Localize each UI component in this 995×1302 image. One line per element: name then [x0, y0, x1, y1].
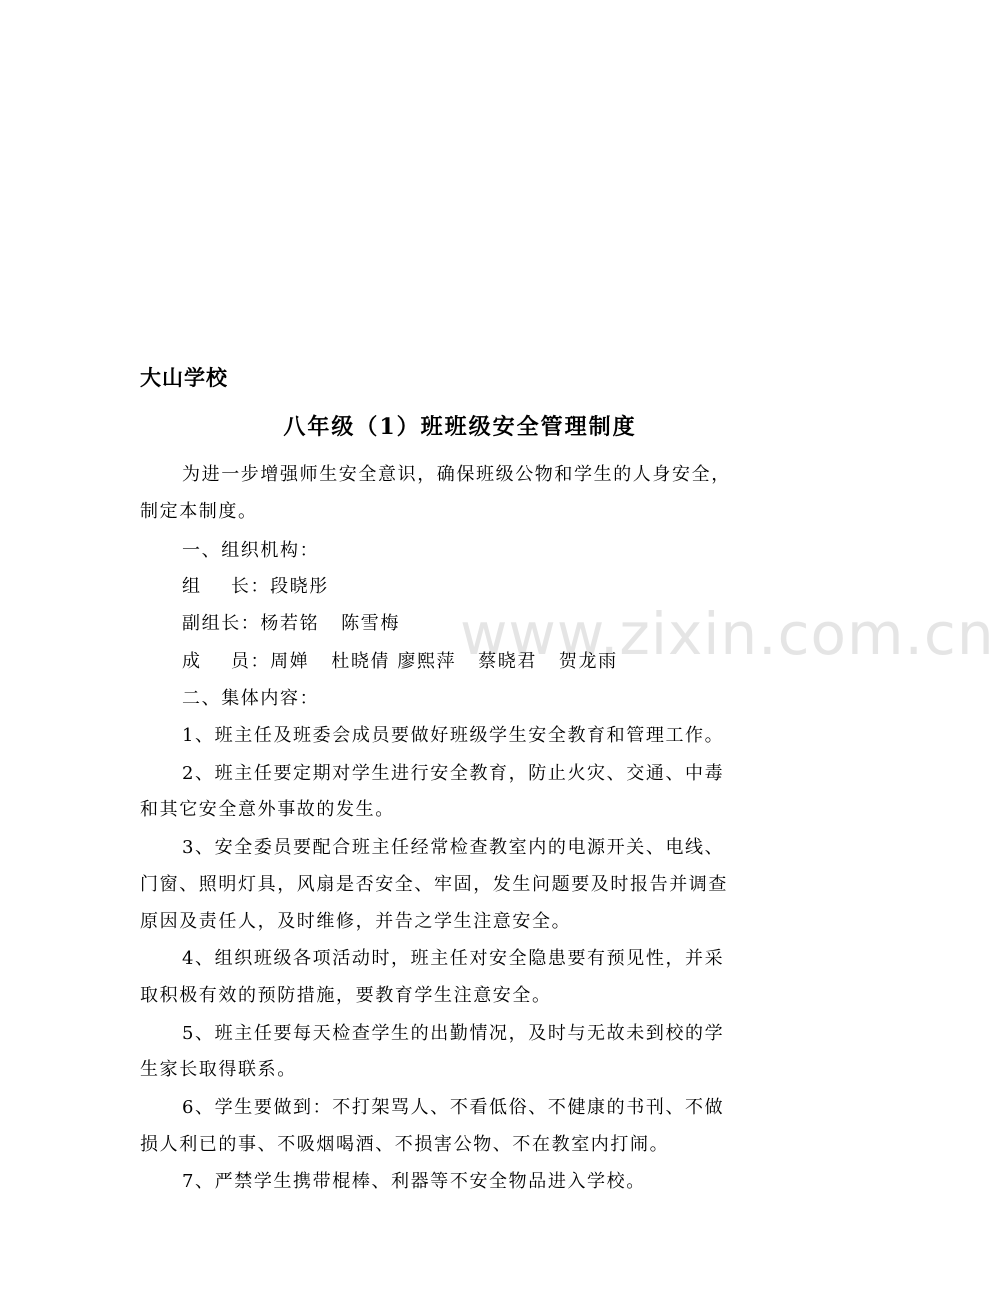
rule-item-3-line-3: 原因及责任人，及时维修，并告之学生注意安全。	[140, 911, 572, 932]
rule-item-4-line-2: 取积极有效的预防措施，要教育学生注意安全。	[140, 985, 552, 1006]
rule-item-4-line-1: 4、组织班级各项活动时，班主任对安全隐患要有预见性，并采	[182, 948, 725, 969]
section-heading-content: 二、集体内容：	[182, 688, 320, 709]
rule-item-3-line-1: 3、安全委员要配合班主任经常检查教室内的电源开关、电线、	[182, 837, 725, 858]
document-title: 八年级（1）班班级安全管理制度	[283, 414, 637, 440]
rule-item-6-line-2: 损人利已的事、不吸烟喝酒、不损害公物、不在教室内打闹。	[140, 1134, 670, 1155]
rule-item-2-line-2: 和其它安全意外事故的发生。	[140, 799, 395, 820]
school-name: 大山学校	[140, 366, 228, 390]
org-members: 成 员：周婵 杜晓倩 廖熙萍 蔡晓君 贺龙雨	[182, 651, 618, 672]
intro-line-1: 为进一步增强师生安全意识，确保班级公物和学生的人身安全，	[182, 464, 731, 485]
rule-item-3-line-2: 门窗、照明灯具，风扇是否安全、牢固，发生问题要及时报告并调查	[140, 874, 728, 895]
rule-item-2-line-1: 2、班主任要定期对学生进行安全教育，防止火灾、交通、中毒	[182, 763, 725, 784]
watermark-text: www.zixin.com.cn	[460, 600, 995, 668]
section-heading-organization: 一、组织机构：	[182, 540, 320, 561]
intro-line-2: 制定本制度。	[140, 501, 258, 522]
org-deputy: 副组长：杨若铭 陈雪梅	[182, 613, 400, 634]
rule-item-5-line-2: 生家长取得联系。	[140, 1059, 297, 1080]
rule-item-6-line-1: 6、学生要做到：不打架骂人、不看低俗、不健康的书刊、不做	[182, 1097, 725, 1118]
rule-item-5-line-1: 5、班主任要每天检查学生的出勤情况，及时与无故未到校的学	[182, 1023, 725, 1044]
rule-item-1: 1、班主任及班委会成员要做好班级学生安全教育和管理工作。	[182, 725, 725, 746]
rule-item-7: 7、严禁学生携带棍棒、利器等不安全物品进入学校。	[182, 1171, 646, 1192]
org-leader: 组 长：段晓彤	[182, 576, 329, 597]
